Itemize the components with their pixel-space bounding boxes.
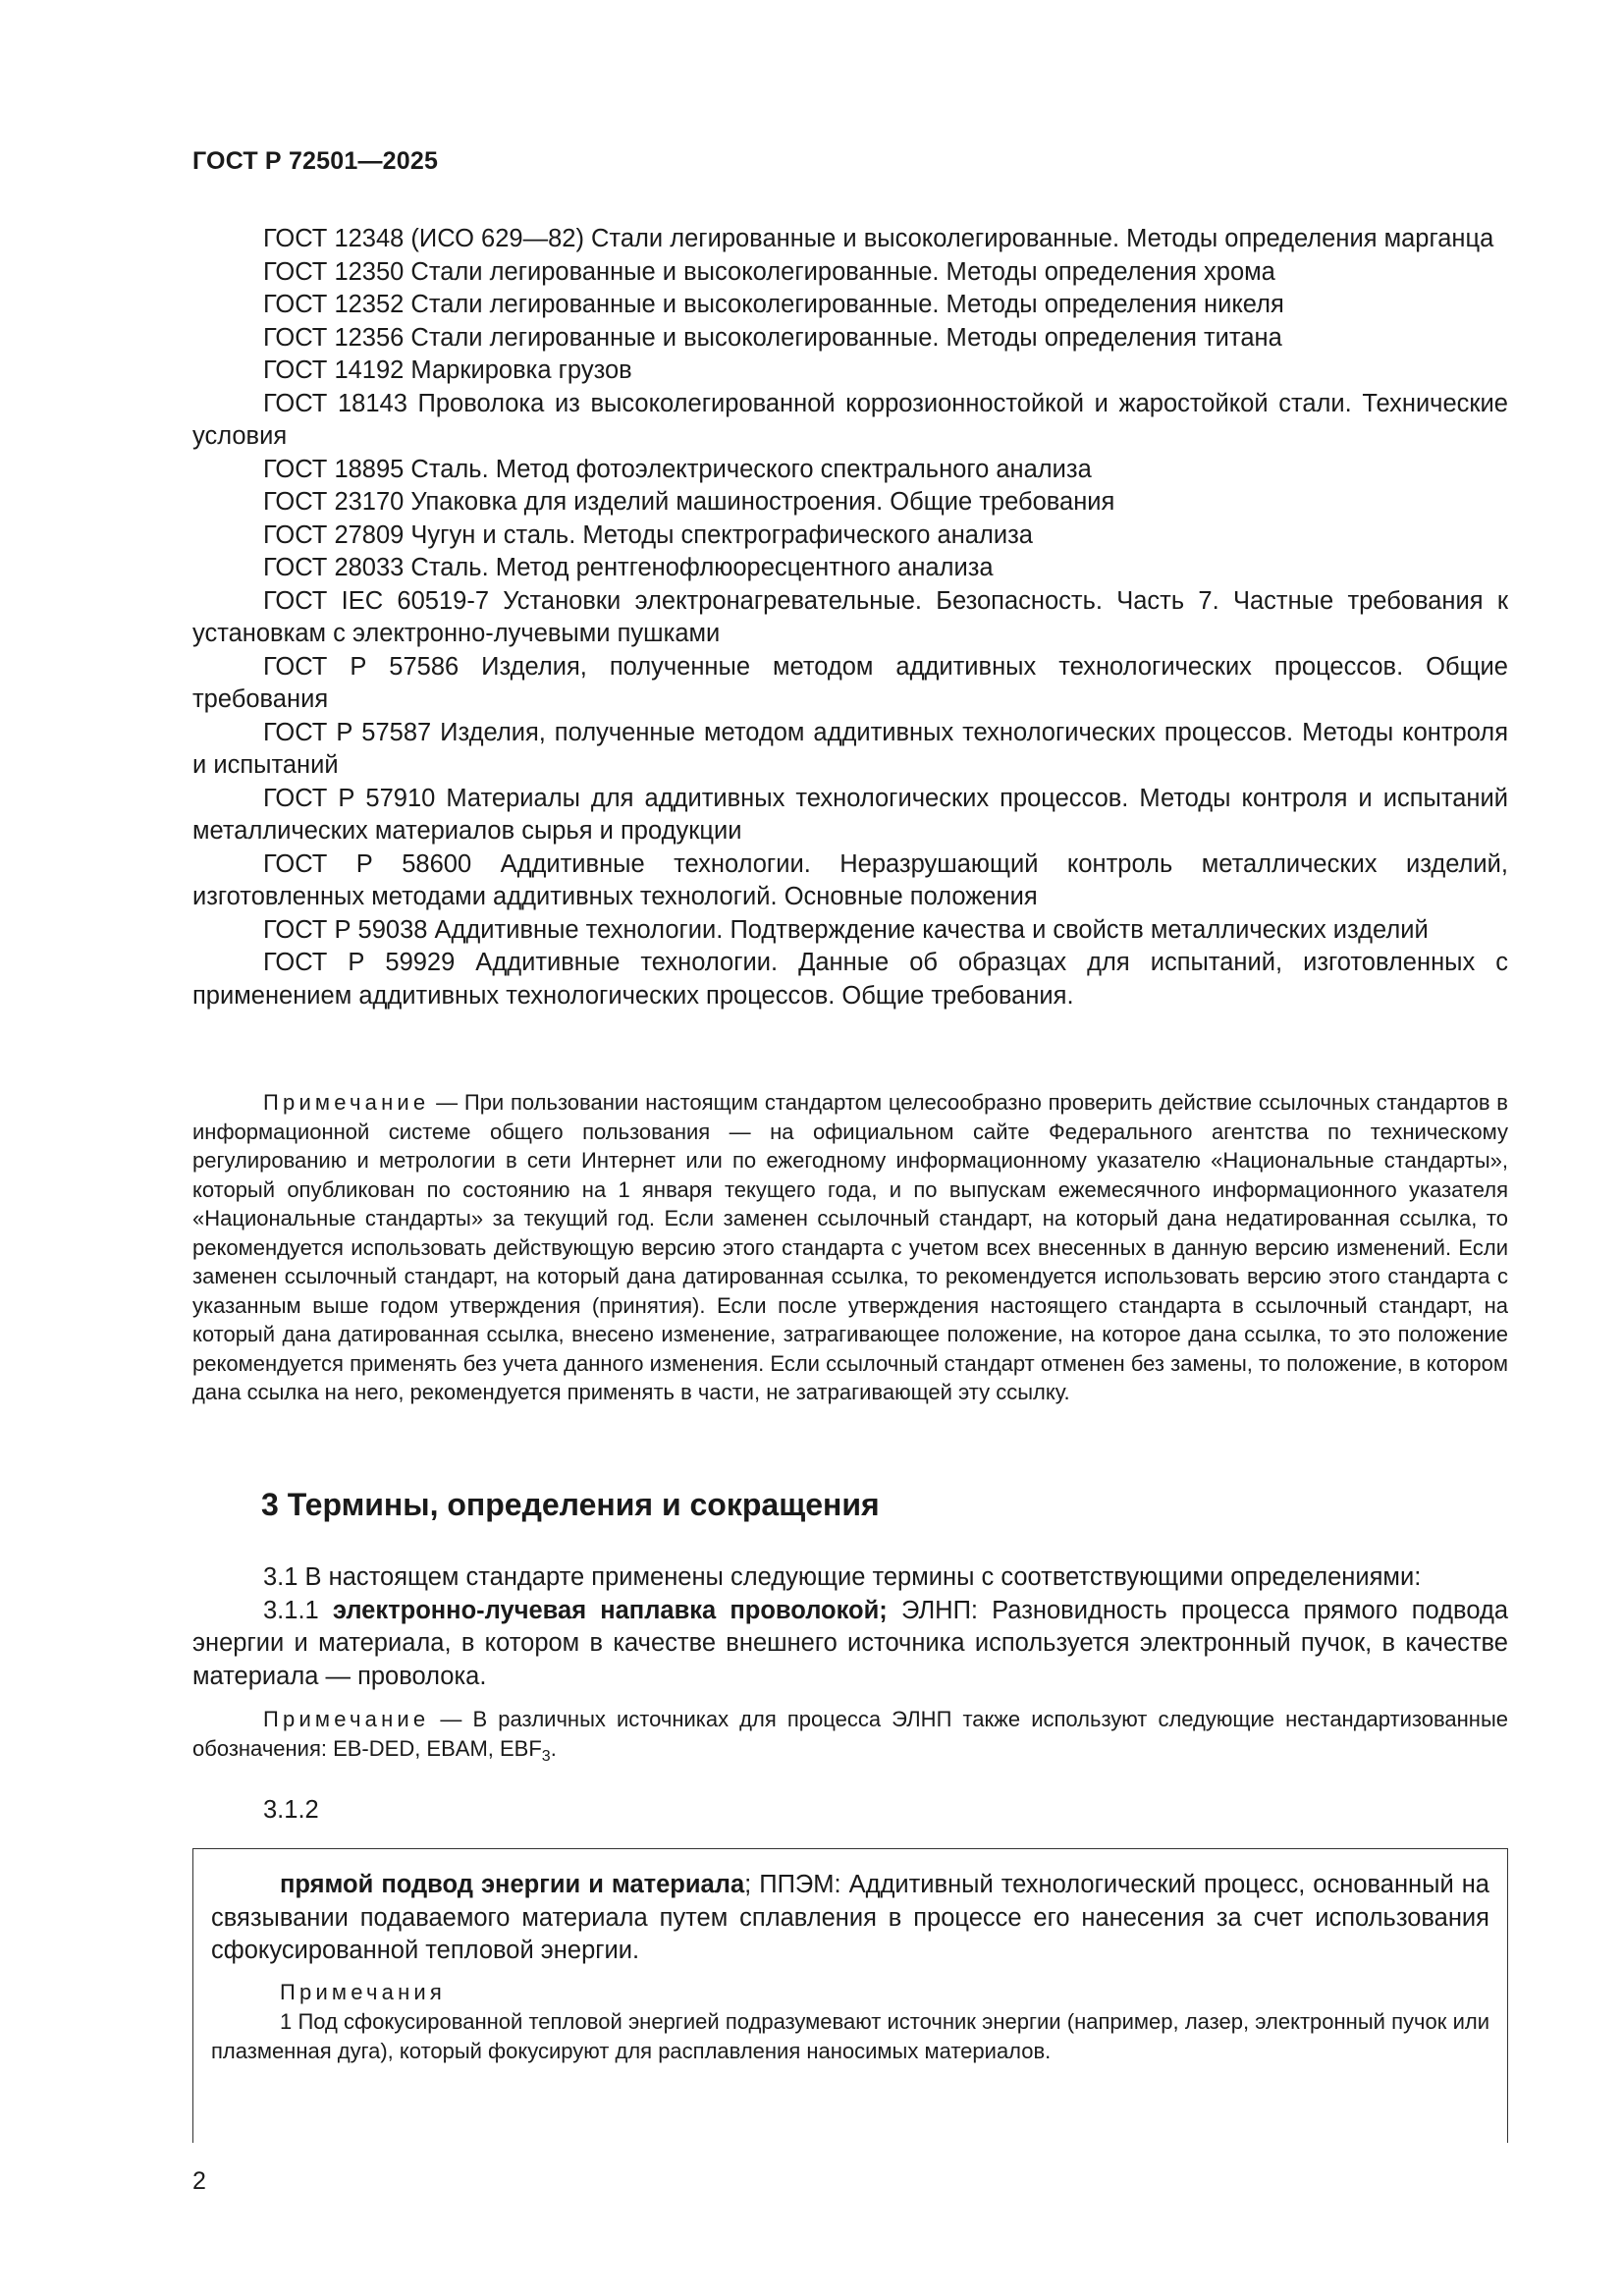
clause-3-1: 3.1 В настоящем стандарте применены следующие термины с соответствующими определениями: [263,1563,1422,1591]
section-3-body [192,1532,1508,1771]
reference-item: ГОСТ Р 57586 Изделия, полученные методом аддитивных технологических процессов. Общие требования [192,652,1508,713]
reference-item: ГОСТ 12356 Стали легированные и высоколегированные. Методы определения титана [263,323,1282,352]
references-note [192,1088,1508,1407]
term-definition: ЭЛНП: Разновидность процесса прямого подвода энергии и материала, в котором в качестве внешнего источника используется электронный пучок, в качестве материала — проволока. [192,1596,1508,1690]
reference-item: ГОСТ 28033 Сталь. Метод рентгенофлюоресцентного анализа [263,554,994,581]
note-text: — При пользовании настоящим стандартом целесообразно проверить действие ссылочных стандартов в информационной системе общего пользования — на официальном сайте Федерального агентства по техническому регулированию и метрологии в сети Интернет или по ежегодному информационному указателю «Национальные стандарты», который опубликован по состоянию на 1 января текущего года, и по выпускам ежемесячного информационного указателя «Национальные стандарты» за текущий год. Если заменен ссылочный стандарт, на который дана недатированная ссылка, то рекомендуется использовать действующую версию этого стандарта с учетом всех внесенных в данную версию изменений. Если заменен ссылочный стандарт, на который дана датированная ссылка, то рекомендуется использовать версию этого стандарта с указанным выше годом утверждения (принятия). Если после утверждения настоящего стандарта в ссылочный стандарт, на который дана датированная ссылка, внесено изменение, затрагивающее положение, на которое дана ссылка, то это положение рекомендуется применять без учета данного изменения. Если ссылочный стандарт отменен без замены, то положение, в котором дана ссылка на него, рекомендуется применять в части, не затрагивающей эту ссылку. [192,1090,1508,1404]
reference-item: ГОСТ 12348 (ИСО 629—82) Стали легированные и высоколегированные. Методы определения марганца [263,225,1494,252]
term-number: 3.1.1 [263,1596,333,1624]
term-3-1-1-note [192,1705,1508,1771]
note-label: Примечание [263,1707,430,1731]
reference-item: ГОСТ 18895 Сталь. Метод фотоэлектрического спектрального анализа [263,455,1092,483]
document-code-header: ГОСТ Р 72501—2025 [192,147,439,175]
normative-references-list [192,223,1508,1012]
reference-item: ГОСТ Р 59929 Аддитивные технологии. Данные об образцах для испытаний, изготовленных с применением аддитивных технологических процессов. Общие требования. [192,949,1508,1010]
reference-item: ГОСТ Р 57587 Изделия, полученные методом аддитивных технологических процессов. Методы контроля и испытаний [192,718,1508,779]
note-subscript: 3 [541,1747,551,1765]
reference-item: ГОСТ 12352 Стали легированные и высоколегированные. Методы определения никеля [263,291,1284,318]
term-3-1-1 [192,1595,1508,1694]
reference-item: ГОСТ 12350 Стали легированные и высоколегированные. Методы определения хрома [263,257,1275,286]
reference-item: ГОСТ Р 58600 Аддитивные технологии. Неразрушающий контроль металлических изделий, изготовленных методами аддитивных технологий. Основные положения [192,849,1508,910]
term-3-1-2 [211,1869,1489,1968]
term-3-1-2-notes-label [211,1978,1489,2007]
reference-item: ГОСТ 27809 Чугун и сталь. Методы спектрографического анализа [263,520,1033,549]
reference-item: ГОСТ Р 59038 Аддитивные технологии. Подтверждение качества и свойств металлических изделий [263,915,1429,944]
reference-item: ГОСТ 18143 Проволока из высоколегированной коррозионностойкой и жаростойкой стали. Технические условия [192,389,1508,450]
note-label: Примечание [263,1090,430,1115]
reference-item: ГОСТ IEC 60519-7 Установки электронагревательные. Безопасность. Часть 7. Частные требования к установкам с электронно-лучевыми пушками [192,586,1508,647]
notes-label: Примечания [280,1979,447,2004]
term-name: прямой подвод энергии и материала [280,1871,745,1898]
reference-item: ГОСТ 14192 Маркировка грузов [263,356,632,384]
term-3-1-2-box [192,1848,1508,2143]
note-text: — В различных источниках для процесса ЭЛНП также используют следующие нестандартизованные обозначения: EB-DED, EBAM, EBF [192,1707,1508,1761]
term-definition: ; ППЭМ: Аддитивный технологический процесс, основанный на связывании подаваемого материала путем сплавления в процессе его нанесения за счет использования сфокусированной тепловой энергии. [211,1871,1489,1964]
reference-item: ГОСТ 23170 Упаковка для изделий машиностроения. Общие требования [263,488,1115,516]
term-3-1-2-note-1: 1 Под сфокусированной тепловой энергией подразумевают источник энергии (например, лазер, электронный пучок или плазменная дуга), который фокусируют для расплавления наносимых материалов. [211,2008,1489,2063]
page-number: 2 [192,2167,206,2195]
note-end: . [550,1735,557,1761]
reference-item: ГОСТ Р 57910 Материалы для аддитивных технологических процессов. Методы контроля и испытаний металлических материалов сырья и продукции [192,784,1508,845]
term-name: электронно-лучевая наплавка проволокой; [332,1596,888,1624]
section-3-title: 3 Термины, определения и сокращения [261,1487,880,1522]
term-3-1-2-number: 3.1.2 [263,1796,319,1824]
